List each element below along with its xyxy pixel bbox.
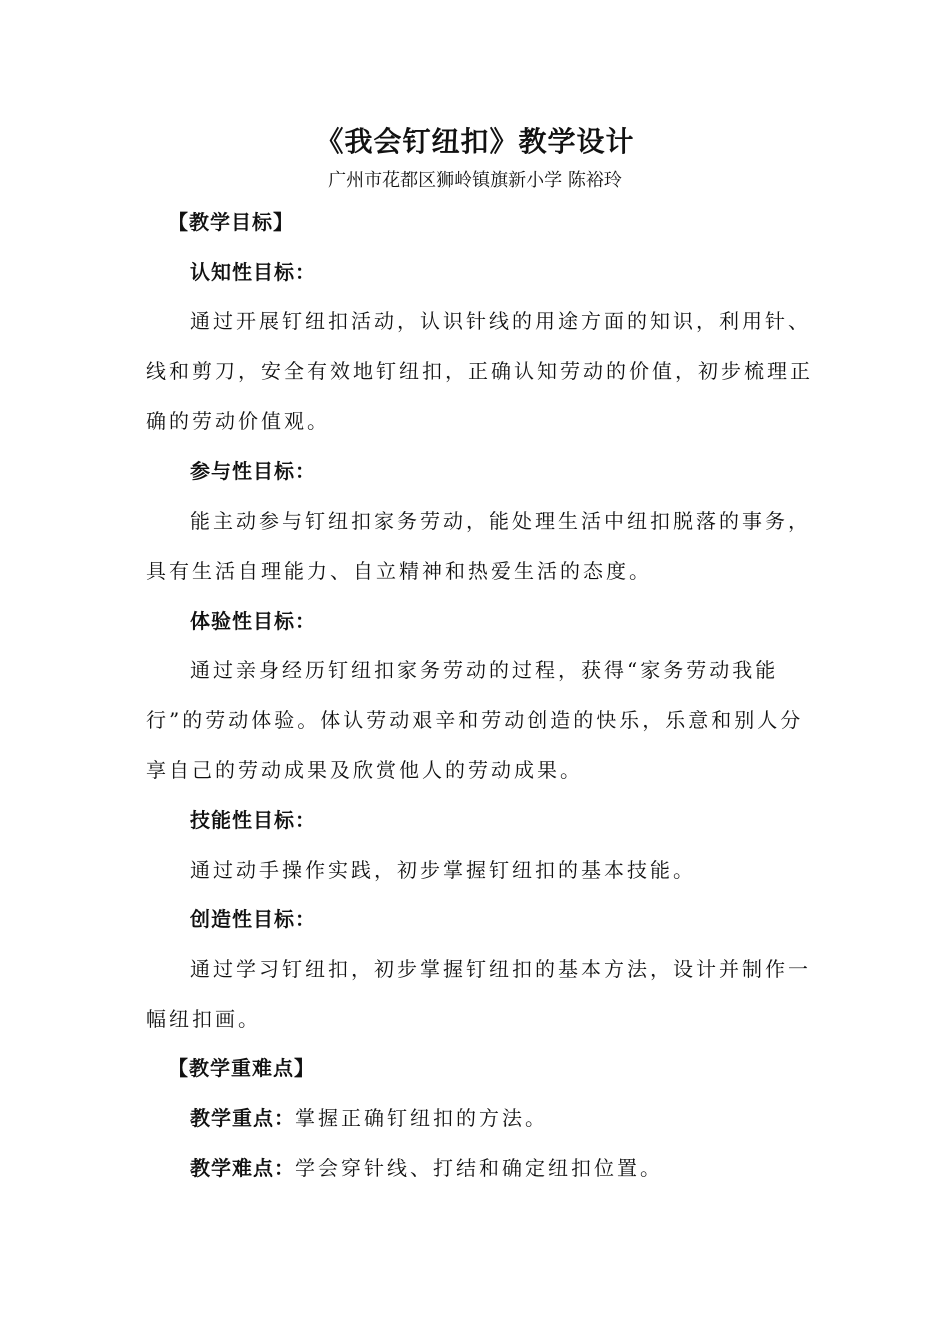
skill-heading: 技能性目标： [190,808,316,832]
key-points-header: 【教学重难点】 [168,1056,315,1080]
participation-heading: 参与性目标： [190,459,316,483]
difficult-point-label: 教学难点： [190,1156,295,1180]
creative-line-1: 通过学习钉纽扣，初步掌握钉纽扣的基本方法，设计并制作一 [190,957,811,981]
cognitive-line-3: 确的劳动价值观。 [146,409,330,433]
difficult-point-text: 学会穿针线、打结和确定纽扣位置。 [295,1156,663,1180]
key-point-label: 教学重点： [190,1106,295,1130]
creative-line-2: 幅纽扣画。 [146,1007,261,1031]
cognitive-line-2: 线和剪刀，安全有效地钉纽扣，正确认知劳动的价值，初步梳理正 [146,359,813,383]
experience-line-1: 通过亲身经历钉纽扣家务劳动的过程，获得“家务劳动我能 [190,658,779,682]
experience-line-2: 行”的劳动体验。体认劳动艰辛和劳动创造的快乐，乐意和别人分 [146,708,804,732]
document-title: 《我会钉纽扣》教学设计 [315,125,635,158]
participation-line-1: 能主动参与钉纽扣家务劳动，能处理生活中纽扣脱落的事务， [190,509,811,533]
difficult-point-line [190,1153,806,1183]
experience-line-3: 享自己的劳动成果及欣赏他人的劳动成果。 [146,758,583,782]
creative-heading: 创造性目标： [190,907,316,931]
objectives-header: 【教学目标】 [168,210,294,234]
cognitive-heading: 认知性目标： [190,260,316,284]
key-point-text: 掌握正确钉纽扣的方法。 [295,1106,548,1130]
skill-line-1: 通过动手操作实践，初步掌握钉纽扣的基本技能。 [190,858,696,882]
participation-line-2: 具有生活自理能力、自立精神和热爱生活的态度。 [146,559,652,583]
cognitive-line-1: 通过开展钉纽扣活动，认识针线的用途方面的知识，利用针、 [190,309,811,333]
key-point-line [190,1103,806,1133]
author-line: 广州市花都区狮岭镇旗新小学 陈裕玲 [328,170,622,191]
experience-heading: 体验性目标： [190,609,316,633]
